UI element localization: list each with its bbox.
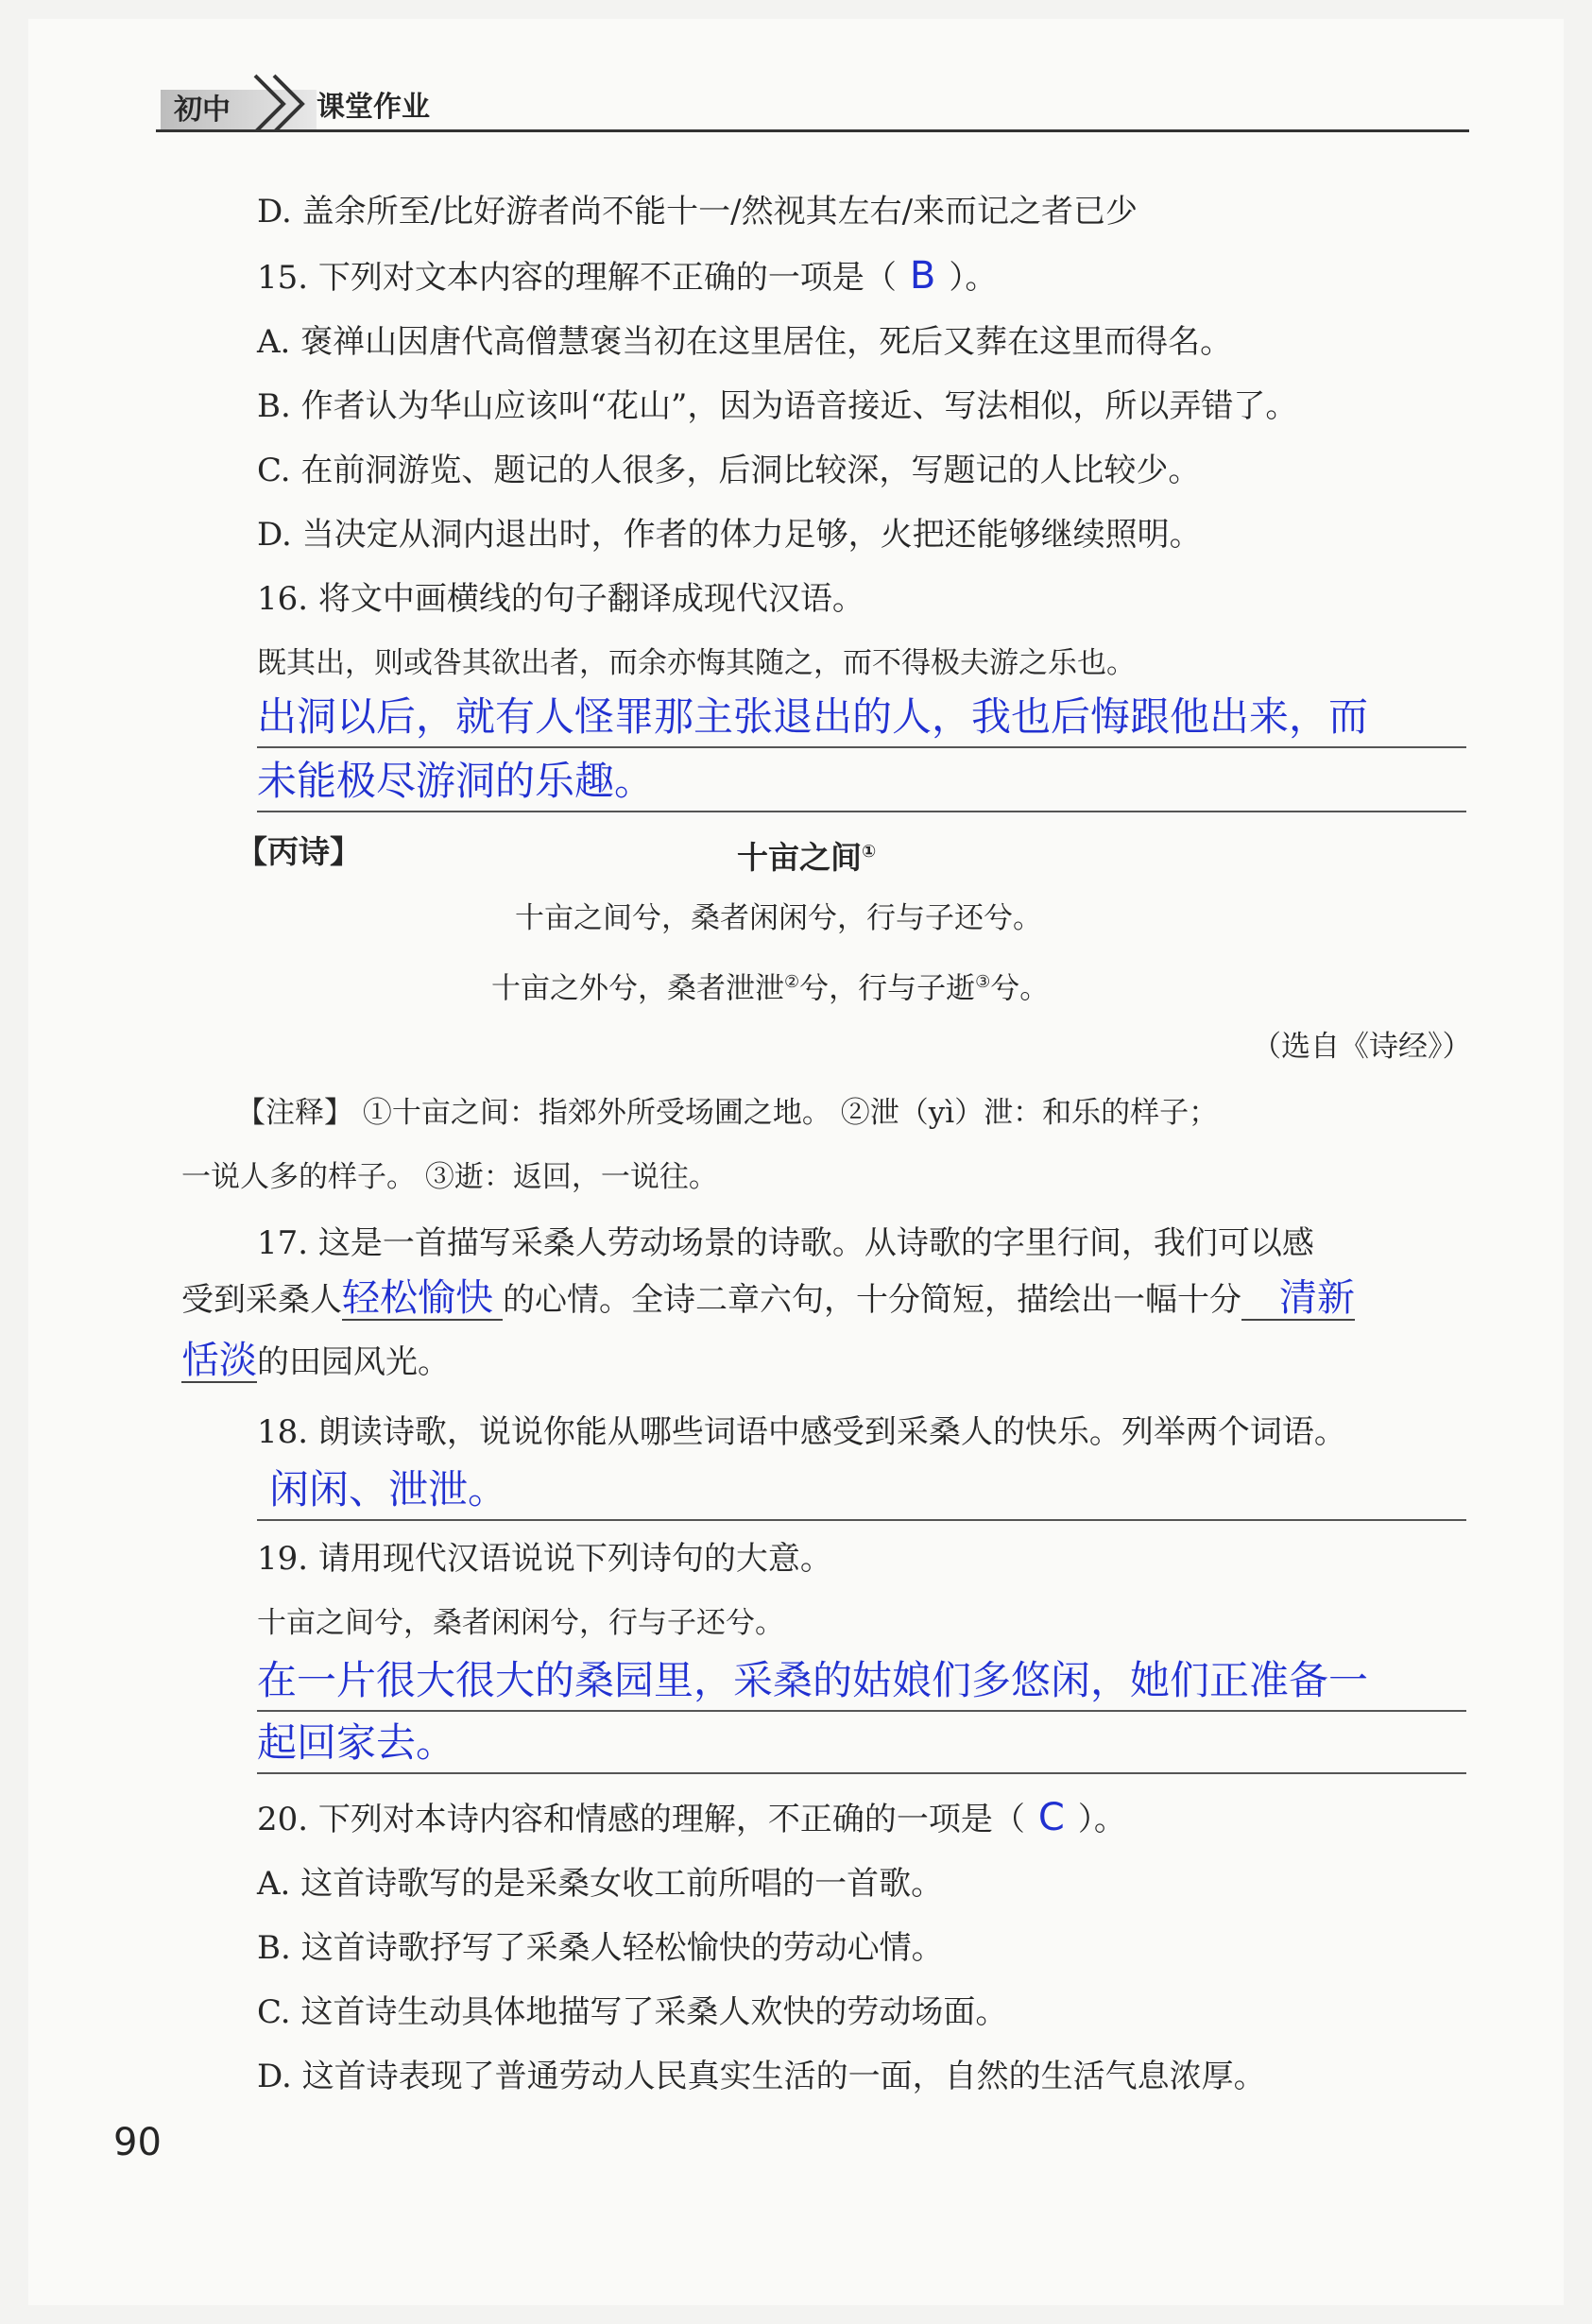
q20-option-d: D. 这首诗表现了普通劳动人民真实生活的一面，自然的生活气息浓厚。 (257, 2058, 1266, 2095)
q17-line2: 受到采桑人轻松愉快 的心情。全诗二章六句，十分简短，描绘出一幅十分 清新 (181, 1276, 1355, 1320)
q15-option-a: A. 褒禅山因唐代高僧慧褒当初在这里居住，死后又葬在这里而得名。 (257, 323, 1233, 361)
poem-notes-line1: 【注释】 ①十亩之间：指郊外所受场圃之地。 ②泄（yì）泄：和乐的样子； (236, 1096, 1219, 1130)
q18-answer: 闲闲、泄泄。 (269, 1466, 508, 1512)
series-title: 课堂作业 (317, 91, 430, 124)
q20-option-b: B. 这首诗歌抒写了采桑人轻松愉快的劳动心情。 (257, 1929, 944, 1967)
q15-answer: B (909, 254, 936, 298)
q16-stem: 16. 将文中画横线的句子翻译成现代汉语。 (257, 580, 864, 618)
q16-answer-line2: 未能极尽游洞的乐趣。 (257, 758, 655, 804)
q19-answer-line2: 起回家去。 (257, 1719, 456, 1766)
poem-source: （选自《诗经》） (1252, 1030, 1472, 1064)
q14-option-d: D. 盖余所至/比好游者尚不能十一/然视其左右/来而记之者已少 (257, 193, 1138, 231)
answer-rule (257, 811, 1466, 812)
level-tag: 初中 (161, 90, 317, 131)
q17-line3: 恬淡的田园风光。 (181, 1339, 450, 1382)
q15-option-b: B. 作者认为华山应该叫“花山”，因为语音接近、写法相似，所以弄错了。 (257, 387, 1298, 425)
q20-option-a: A. 这首诗歌写的是采桑女收工前所唱的一首歌。 (257, 1865, 944, 1903)
q17-answer2-cont: 恬淡 (181, 1339, 257, 1382)
q20-option-c: C. 这首诗生动具体地描写了采桑人欢快的劳动场面。 (257, 1993, 1008, 2031)
q19-source: 十亩之间兮，桑者闲闲兮，行与子还兮。 (257, 1606, 784, 1640)
q15-option-c: C. 在前洞游览、题记的人很多，后洞比较深，写题记的人比较少。 (257, 452, 1201, 489)
q17-answer2: 清新 (1241, 1277, 1355, 1321)
q19-answer-line1: 在一片很大很大的桑园里，采桑的姑娘们多悠闲，她们正准备一 (257, 1657, 1369, 1703)
poem-notes-line2: 一说人多的样子。 ③逝：返回，一说往。 (181, 1160, 718, 1194)
chevron-double-icon (250, 66, 317, 132)
poem-line-1: 十亩之间兮，桑者闲闲兮，行与子还兮。 (515, 901, 1042, 935)
answer-rule (257, 746, 1466, 748)
q16-answer-line1: 出洞以后，就有人怪罪那主张退出的人，我也后悔跟他出来，而 (257, 693, 1369, 740)
q15-option-d: D. 当决定从洞内退出时，作者的体力足够，火把还能够继续照明。 (257, 516, 1202, 554)
answer-rule (257, 1519, 1466, 1521)
q17-answer1: 轻松愉快 (342, 1277, 503, 1321)
answer-rule (257, 1772, 1466, 1774)
q17-line1: 17. 这是一首描写采桑人劳动场景的诗歌。从诗歌的字里行间，我们可以感 (257, 1224, 1314, 1262)
q15-stem: 15. 下列对文本内容的理解不正确的一项是（ B ）。 (257, 254, 998, 298)
poem-title: 十亩之间① (737, 839, 877, 876)
q19-stem: 19. 请用现代汉语说说下列诗句的大意。 (257, 1540, 832, 1578)
header-rule (156, 129, 1469, 132)
poem-label: 【丙诗】 (236, 833, 361, 870)
page-number: 90 (113, 2121, 162, 2164)
q16-source: 既其出，则或咎其欲出者，而余亦悔其随之，而不得极夫游之乐也。 (257, 646, 1136, 680)
answer-rule (257, 1710, 1466, 1712)
q20-answer: C (1037, 1796, 1065, 1839)
q18-stem: 18. 朗读诗歌，说说你能从哪些词语中感受到采桑人的快乐。列举两个词语。 (257, 1413, 1346, 1451)
q20-stem: 20. 下列对本诗内容和情感的理解，不正确的一项是（ C ）。 (257, 1796, 1126, 1839)
poem-line-2: 十亩之外兮，桑者泄泄②兮，行与子逝③兮。 (491, 971, 1050, 1006)
